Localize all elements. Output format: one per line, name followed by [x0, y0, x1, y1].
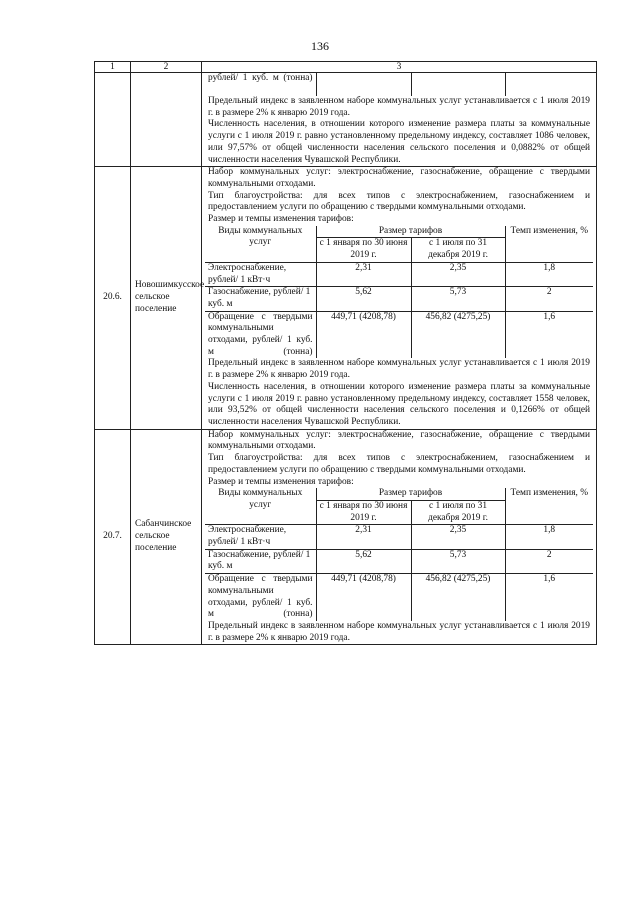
tariffs-title: Размер и темпы изменения тарифов:	[208, 214, 354, 225]
improvement-text: Тип благоустройства: для всех типов с электроснабжением, газоснабжением и предоставлением услуги по обращению с твердыми коммунальными отходами.	[208, 190, 590, 213]
tariff-empty-cell	[505, 73, 593, 96]
col-period1-header: с 1 января по 30 июня 2019 г.	[316, 238, 411, 262]
tariff-p2-cell: 456,82 (4275,25)	[411, 311, 505, 358]
table-row	[205, 549, 593, 573]
col-service-header: Виды коммунальных услуг	[205, 226, 316, 263]
continuation-row	[95, 73, 597, 167]
continuation-tariff-tail	[205, 73, 593, 96]
tariff-service-cell: Обращение с твердыми коммунальными отходами, рублей/ 1 куб. м (тонна)	[205, 574, 316, 621]
tariff-p1-cell: 5,62	[316, 287, 411, 311]
tariff-empty-cell	[411, 73, 505, 96]
index-text: Предельный индекс в заявленном наборе коммунальных услуг устанавливается с 1 июля 2019 г. в размере 2% к январю 2019 года.	[208, 358, 590, 381]
services-text: Набор коммунальных услуг: электроснабжение, газоснабжение, обращение с твердыми коммунальными отходами.	[208, 429, 590, 452]
header-col-3: 3	[202, 62, 597, 73]
tariff-p1-cell: 2,31	[316, 525, 411, 549]
table-row	[205, 574, 593, 621]
page-number: 136	[311, 39, 329, 53]
tariff-p1-cell: 449,71 (4208,78)	[316, 574, 411, 621]
continuation-num	[95, 73, 131, 167]
header-col-2: 2	[131, 62, 202, 73]
tariff-rate-cell: 2	[505, 287, 593, 311]
tariff-service-cell: Газоснабжение, рублей/ 1 куб. м	[205, 287, 316, 311]
table-row	[205, 73, 593, 96]
section-content	[202, 429, 597, 645]
section-number: 20.6.	[95, 167, 131, 429]
section-row	[95, 167, 597, 429]
continuation-content	[202, 73, 597, 167]
tariff-service-cell: Электроснабжение, рублей/ 1 кВт·ч	[205, 262, 316, 286]
tariff-rate-cell: 1,6	[505, 574, 593, 621]
section-number: 20.7.	[95, 429, 131, 645]
index-text: Предельный индекс в заявленном наборе коммунальных услуг устанавливается с 1 июля 2019 г. в размере 2% к январю 2019 года.	[208, 620, 590, 643]
tariff-p2-cell: 456,82 (4275,25)	[411, 574, 505, 621]
improvement-text: Тип благоустройства: для всех типов с электроснабжением, газоснабжением и предоставлением услуги по обращению с твердыми коммунальными отходами.	[208, 453, 590, 475]
section-row	[95, 429, 597, 645]
tariff-service-cell: Электроснабжение, рублей/ 1 кВт·ч	[205, 525, 316, 549]
tariff-rate-cell: 2	[505, 549, 593, 573]
continuation-name	[131, 73, 202, 167]
tariff-rate-cell: 1,8	[505, 525, 593, 549]
tariff-empty-cell	[316, 73, 411, 96]
table-row	[205, 287, 593, 311]
table-row	[205, 525, 593, 549]
tariff-p2-cell: 2,35	[411, 525, 505, 549]
tariff-rate-cell: 1,8	[505, 262, 593, 286]
tariff-p2-cell: 2,35	[411, 262, 505, 286]
tariff-p1-cell: 2,31	[316, 262, 411, 286]
tariff-service-cell: Газоснабжение, рублей/ 1 куб. м	[205, 549, 316, 573]
col-size-header: Размер тарифов	[316, 488, 505, 500]
tariff-service-cell: Обращение с твердыми коммунальными отходами, рублей/ 1 куб. м (тонна)	[205, 311, 316, 358]
population-text: Численность населения, в отношении которого изменение размера платы за коммунальные услуги с 1 июля 2019 г. равно установленному предельному индексу, составляет 1558 человек, или 93,52% от общей численности населения сельского поселения и 0,1266% от общей численности населения Чувашской Республики.	[208, 381, 590, 427]
services-text: Набор коммунальных услуг: электроснабжение, газоснабжение, обращение с твердыми коммунальными отходами.	[208, 167, 590, 189]
col-rate-header: Темп изменения, %	[505, 488, 593, 525]
main-table	[94, 61, 597, 645]
settlement-name: Сабанчинское сельское поселение	[131, 429, 202, 645]
tariff-p1-cell: 449,71 (4208,78)	[316, 311, 411, 358]
tariff-table	[205, 226, 593, 359]
col-period2-header: с 1 июля по 31 декабря 2019 г.	[411, 500, 505, 524]
table-row	[205, 311, 593, 358]
tariff-p2-cell: 5,73	[411, 549, 505, 573]
col-rate-header: Темп изменения, %	[505, 226, 593, 263]
section-content	[202, 167, 597, 429]
col-period2-header: с 1 июля по 31 декабря 2019 г.	[411, 238, 505, 262]
col-size-header: Размер тарифов	[316, 226, 505, 238]
tariffs-title: Размер и темпы изменения тарифов:	[208, 476, 354, 487]
continuation-index-text: Предельный индекс в заявленном наборе коммунальных услуг устанавливается с 1 июля 2019 г. в размере 2% к январю 2019 года.	[208, 96, 590, 118]
tariff-table	[205, 488, 593, 621]
table-row	[205, 262, 593, 286]
tariff-rate-cell: 1,6	[505, 311, 593, 358]
col-service-header: Виды коммунальных услуг	[205, 488, 316, 525]
col-period1-header: с 1 января по 30 июня 2019 г.	[316, 500, 411, 524]
tariff-service-cell: рублей/ 1 куб. м (тонна)	[205, 73, 316, 96]
tariff-p1-cell: 5,62	[316, 549, 411, 573]
header-col-1: 1	[95, 62, 131, 73]
settlement-name: Новошимкусское сельское поселение	[131, 167, 202, 429]
tariff-p2-cell: 5,73	[411, 287, 505, 311]
continuation-population-text: Численность населения, в отношении которого изменение размера платы за коммунальные услуги с 1 июля 2019 г. равно установленному предельному индексу, составляет 1086 человек, или 97,57% от общей численности населения сельского поселения и 0,0882% от общей численности населения Чувашской Республики.	[208, 119, 590, 165]
header-row	[95, 62, 597, 73]
